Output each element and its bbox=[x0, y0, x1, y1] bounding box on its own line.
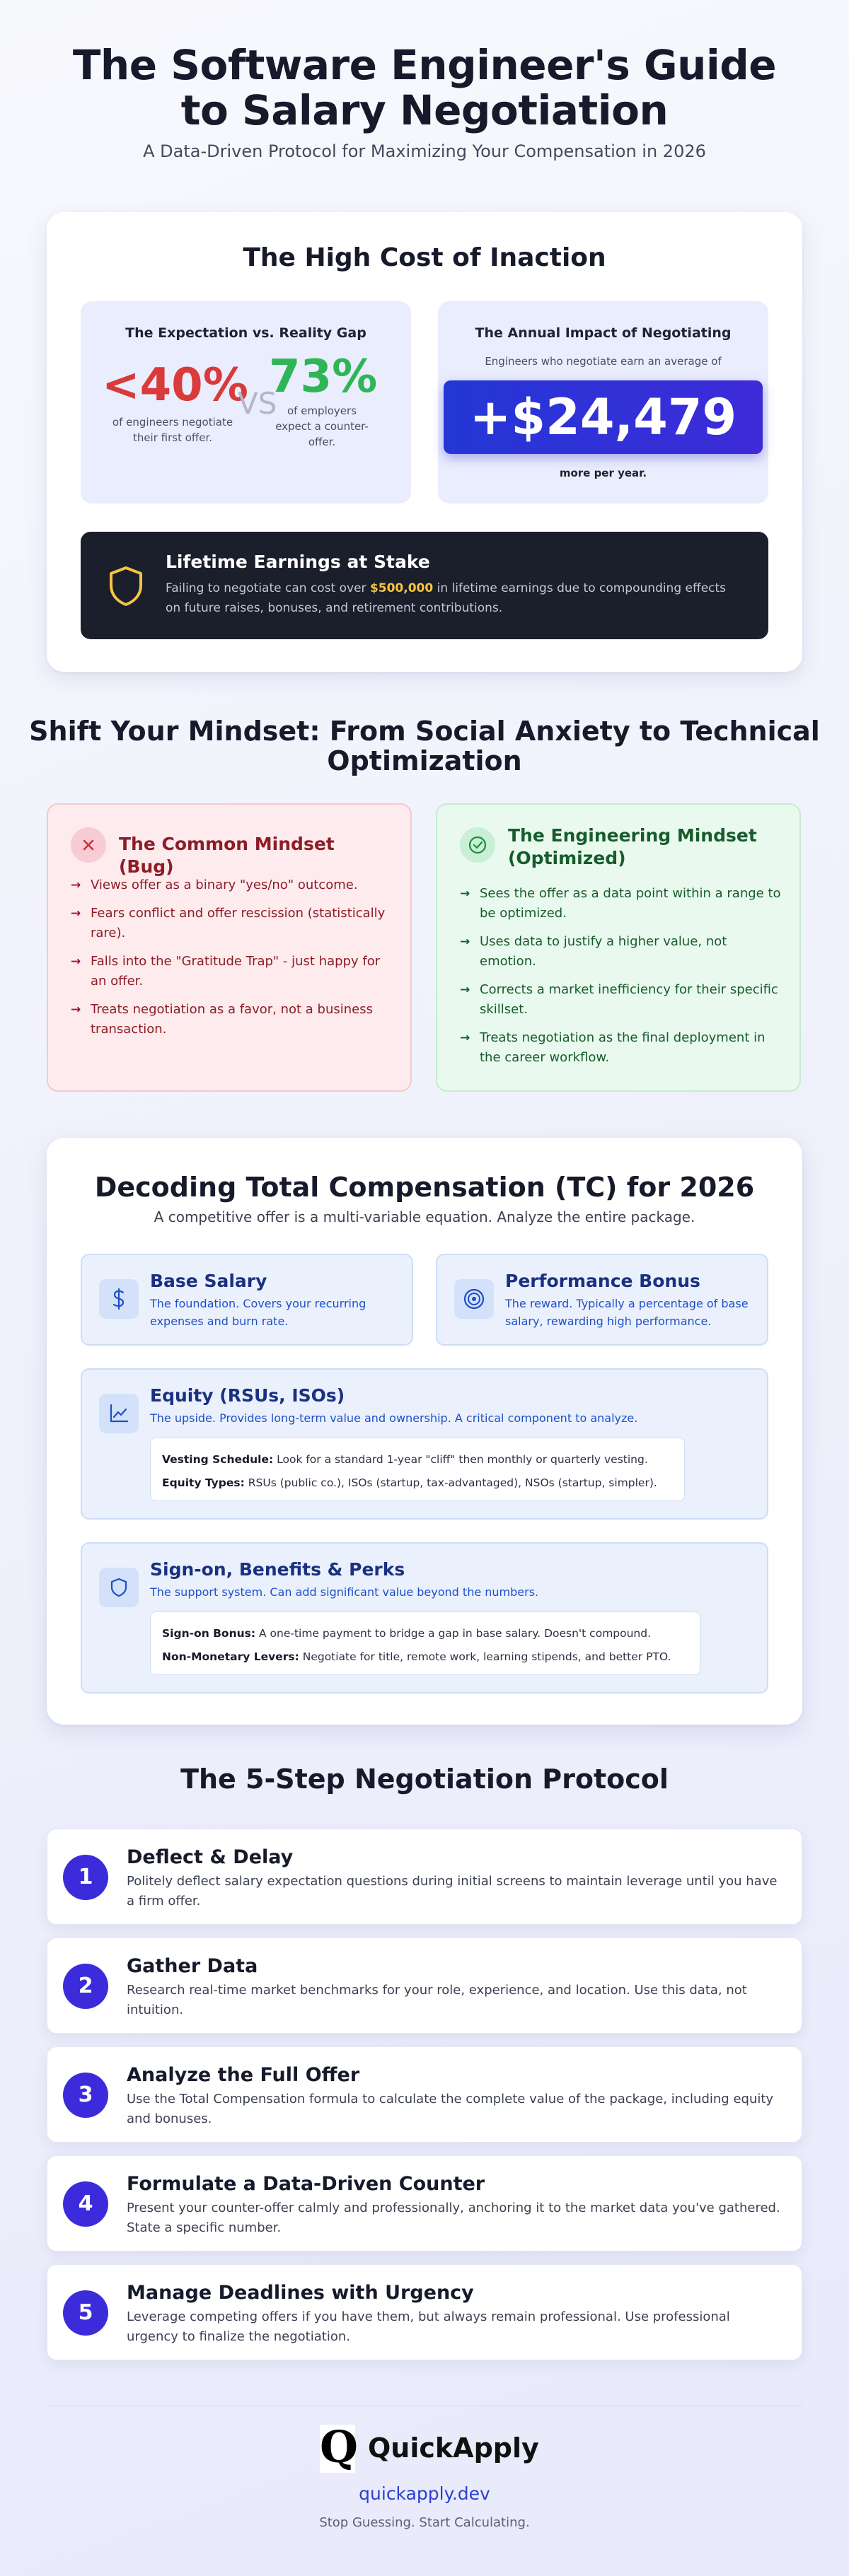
vesting-line: Vesting Schedule: Look for a standard 1-year "cliff" then monthly or quarterly vesting. bbox=[162, 1453, 648, 1466]
protocol-step bbox=[47, 1937, 802, 2034]
perks-box bbox=[81, 1542, 768, 1694]
target-icon bbox=[454, 1279, 494, 1319]
logo-letter: Q bbox=[320, 2421, 359, 2473]
brand-url-link[interactable]: quickapply.dev bbox=[359, 2483, 490, 2504]
non-monetary-line: Non-Monetary Levers: Negotiate for title, remote work, learning stipends, and better PTO. bbox=[162, 1650, 671, 1663]
lifetime-highlight: $500,000 bbox=[369, 581, 434, 595]
equity-box bbox=[81, 1368, 768, 1520]
step-number: 1 bbox=[63, 1855, 108, 1900]
protocol-title: The 5-Step Negotiation Protocol bbox=[180, 1764, 669, 1795]
cost-of-inaction-title: The High Cost of Inaction bbox=[243, 243, 606, 272]
total-compensation-subtitle: A competitive offer is a multi-variable equation. Analyze the entire package. bbox=[154, 1208, 695, 1225]
vs-label: VS bbox=[238, 386, 277, 421]
arrow-icon: → bbox=[71, 878, 81, 892]
protocol-step bbox=[47, 2046, 802, 2143]
employer-expect-stat: 73% bbox=[269, 351, 378, 403]
step-number: 2 bbox=[63, 1964, 108, 2009]
engineering-mindset-card bbox=[436, 803, 801, 1092]
title-line-2: to Salary Negotiation bbox=[180, 86, 669, 134]
base-salary-desc: The foundation. Covers your recurring expenses and burn rate. bbox=[150, 1297, 366, 1328]
signon-line: Sign-on Bonus: A one-time payment to bridge a gap in base salary. Doesn't compound. bbox=[162, 1627, 652, 1640]
page-subtitle: A Data-Driven Protocol for Maximizing Your Compensation in 2026 bbox=[143, 141, 706, 161]
annual-impact-intro: Engineers who negotiate earn an average of bbox=[485, 355, 722, 368]
x-icon bbox=[71, 827, 106, 863]
arrow-icon: → bbox=[460, 983, 470, 997]
step-text: Research real-time market benchmarks for your role, experience, and location. Use this data, not intuition. bbox=[127, 1983, 747, 2017]
arrow-icon: → bbox=[460, 935, 470, 949]
step-title: Manage Deadlines with Urgency bbox=[127, 2282, 474, 2304]
list-item: → Treats negotiation as a favor, not a business transaction. bbox=[71, 1000, 393, 1039]
annual-impact-amount: +$24,479 bbox=[444, 380, 763, 454]
list-item: → Views offer as a binary "yes/no" outcome. bbox=[71, 875, 393, 895]
base-salary-heading: Base Salary bbox=[150, 1271, 267, 1291]
list-item: → Uses data to justify a higher value, not emotion. bbox=[460, 932, 782, 972]
expectation-gap-panel bbox=[81, 301, 411, 503]
total-compensation-title: Decoding Total Compensation (TC) for 2026 bbox=[94, 1172, 755, 1203]
mindset-title: Shift Your Mindset: From Social Anxiety to Technical Optimization bbox=[29, 716, 820, 776]
step-number: 5 bbox=[63, 2290, 108, 2336]
protocol-step bbox=[47, 1829, 802, 1925]
perks-desc: The support system. Can add significant value beyond the numbers. bbox=[150, 1585, 539, 1599]
lifetime-text-before: Failing to negotiate can cost over bbox=[166, 581, 370, 595]
equity-types-line: Equity Types: RSUs (public co.), ISOs (startup, tax-advantaged), NSOs (startup, simpler). bbox=[162, 1476, 657, 1489]
list-item: → Treats negotiation as the final deployment in the career workflow. bbox=[460, 1028, 782, 1068]
shield-icon bbox=[108, 566, 144, 607]
arrow-icon: → bbox=[71, 955, 81, 969]
step-title: Formulate a Data-Driven Counter bbox=[127, 2173, 485, 2195]
performance-bonus-desc: The reward. Typically a percentage of base salary, rewarding high performance. bbox=[505, 1297, 749, 1328]
step-text: Use the Total Compensation formula to calculate the complete value of the package, including equity and bonuses. bbox=[127, 2092, 774, 2126]
equity-desc: The upside. Provides long-term value and ownership. A critical component to analyze. bbox=[150, 1411, 638, 1425]
list-item: → Fears conflict and offer rescission (statistically rare). bbox=[71, 904, 393, 943]
negotiate-percent-caption: of engineers negotiate their first offer. bbox=[112, 416, 233, 444]
perks-heading: Sign-on, Benefits & Perks bbox=[150, 1559, 405, 1580]
annual-impact-title: The Annual Impact of Negotiating bbox=[475, 325, 732, 341]
perks-detail-box bbox=[150, 1612, 700, 1675]
engineering-mindset-heading: The Engineering Mindset (Optimized) bbox=[508, 825, 757, 868]
page-title bbox=[0, 42, 849, 133]
lifetime-earnings-title: Lifetime Earnings at Stake bbox=[166, 552, 430, 572]
step-number: 3 bbox=[63, 2073, 108, 2118]
step-number: 4 bbox=[63, 2181, 108, 2227]
employer-expect-caption: of employers expect a counter-offer. bbox=[275, 404, 369, 448]
chart-line-icon bbox=[99, 1394, 139, 1433]
annual-impact-after: more per year. bbox=[559, 467, 647, 479]
brand-name: QuickApply bbox=[368, 2432, 539, 2464]
arrow-icon: → bbox=[460, 1031, 470, 1045]
arrow-icon: → bbox=[460, 887, 470, 901]
step-text: Politely deflect salary expectation questions during initial screens to maintain leverage until you have a firm offer. bbox=[127, 1874, 778, 1908]
annual-impact-panel bbox=[438, 301, 768, 503]
step-title: Gather Data bbox=[127, 1955, 258, 1977]
lifetime-text-after: in lifetime earnings due to compounding effects on future raises, bonuses, and retirement contributions. bbox=[166, 581, 727, 615]
arrow-icon: → bbox=[71, 1003, 81, 1017]
cost-of-inaction-card bbox=[47, 212, 802, 672]
brand-tagline: Stop Guessing. Start Calculating. bbox=[319, 2515, 530, 2530]
step-text: Present your counter-offer calmly and professionally, anchoring it to the market data you've gathered. State a specific number. bbox=[127, 2201, 780, 2235]
common-mindset-card bbox=[47, 803, 412, 1092]
base-salary-box bbox=[81, 1254, 413, 1346]
common-mindset-list bbox=[71, 875, 393, 1048]
arrow-icon: → bbox=[71, 907, 81, 921]
protocol-step bbox=[47, 2264, 802, 2360]
lifetime-earnings-text bbox=[166, 578, 739, 618]
performance-bonus-box bbox=[436, 1254, 768, 1346]
negotiate-percent-stat: <40% bbox=[102, 359, 248, 412]
title-line-1: The Software Engineer's Guide bbox=[72, 41, 777, 89]
list-item: → Sees the offer as a data point within a range to be optimized. bbox=[460, 884, 782, 923]
equity-heading: Equity (RSUs, ISOs) bbox=[150, 1385, 345, 1406]
shield-outline-icon bbox=[99, 1568, 139, 1607]
list-item: → Falls into the "Gratitude Trap" - just happy for an offer. bbox=[71, 952, 393, 991]
total-compensation-card bbox=[47, 1138, 802, 1725]
equity-detail-box bbox=[150, 1438, 685, 1501]
engineering-mindset-list bbox=[460, 884, 782, 1076]
protocol-step bbox=[47, 2155, 802, 2251]
list-item: → Corrects a market inefficiency for their specific skillset. bbox=[460, 980, 782, 1020]
performance-bonus-heading: Performance Bonus bbox=[505, 1271, 700, 1291]
expectation-gap-title: The Expectation vs. Reality Gap bbox=[125, 325, 366, 341]
step-title: Analyze the Full Offer bbox=[127, 2064, 360, 2086]
quickapply-logo bbox=[320, 2421, 359, 2473]
common-mindset-heading: The Common Mindset (Bug) bbox=[119, 834, 335, 877]
lifetime-earnings-banner bbox=[81, 532, 768, 639]
step-title: Deflect & Delay bbox=[127, 1846, 294, 1868]
dollar-icon bbox=[99, 1279, 139, 1319]
check-circle-icon bbox=[460, 827, 495, 863]
step-text: Leverage competing offers if you have them, but always remain professional. Use professional urgency to finalize the negotiation. bbox=[127, 2309, 730, 2344]
